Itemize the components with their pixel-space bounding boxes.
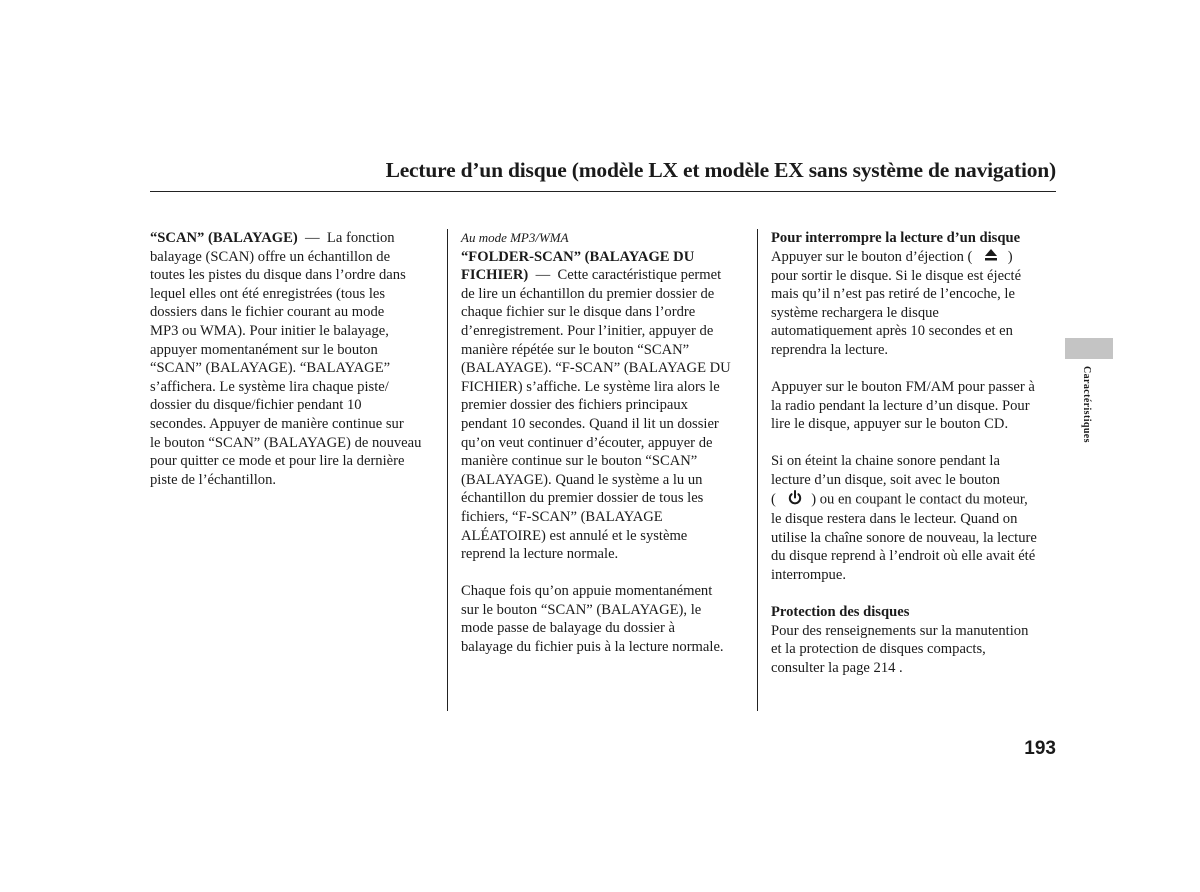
fmam-line: lire le disque, appuyer sur le bouton CD. bbox=[771, 416, 1009, 433]
folder-scan-line: premier dossier des fichiers principaux bbox=[461, 397, 688, 414]
power-line: du disque reprend à l’endroit où elle avait été bbox=[771, 548, 1036, 565]
scan-line: le bouton “SCAN” (BALAYAGE) de nouveau bbox=[150, 434, 422, 451]
scan-line: piste de l’échantillon. bbox=[150, 471, 277, 488]
eject-line bbox=[771, 248, 1061, 267]
cycle-line: mode passe de balayage du dossier à bbox=[461, 620, 675, 637]
folder-scan-line: pendant 10 secondes. Quand il lit un dossier bbox=[461, 415, 719, 432]
scan-line: toutes les pistes du disque dans l’ordre dans bbox=[150, 267, 406, 284]
protection-line: consulter la page 214 . bbox=[771, 660, 903, 677]
folder-scan-line: manière répétée sur le bouton “SCAN” bbox=[461, 341, 690, 358]
stop-line: système rechargera le disque bbox=[771, 304, 939, 321]
column-scan bbox=[150, 229, 435, 489]
folder-scan-line: d’enregistrement. Pour l’initier, appuyer de bbox=[461, 322, 714, 339]
scan-line: lequel elles ont été enregistrées (tous les bbox=[150, 285, 386, 302]
folder-scan-first-line bbox=[461, 266, 746, 285]
folder-scan-line: fichiers, “F-SCAN” (BALAYAGE bbox=[461, 508, 663, 525]
scan-line: secondes. Appuyer de manière continue sur bbox=[150, 415, 404, 432]
column-folder-scan bbox=[461, 229, 746, 657]
fmam-line: Appuyer sur le bouton FM/AM pour passer à bbox=[771, 379, 1035, 396]
page-title: Lecture d’un disque (modèle LX et modèle EX sans système de navigation) bbox=[385, 158, 1056, 182]
scan-line: s’affichera. Le système lira chaque piste/ bbox=[150, 378, 389, 395]
scan-first-line bbox=[150, 229, 435, 248]
power-line: le disque restera dans le lecteur. Quand on bbox=[771, 511, 1018, 528]
scan-line: pour quitter ce mode et pour lire la dernière bbox=[150, 453, 405, 470]
stop-line: reprendra la lecture. bbox=[771, 341, 889, 358]
scan-line: La fonction bbox=[326, 230, 395, 246]
folder-scan-line: Cette caractéristique permet bbox=[557, 267, 722, 284]
protection-line: Pour des renseignements sur la manutention bbox=[771, 622, 1029, 639]
power-line: Si on éteint la chaine sonore pendant la bbox=[771, 453, 1000, 470]
eject-icon bbox=[984, 248, 998, 267]
power-line: utilise la chaîne sonore de nouveau, la lecture bbox=[771, 529, 1037, 546]
scan-line: MP3 ou WMA). Pour initier le balayage, bbox=[150, 322, 389, 339]
section-side-label bbox=[1080, 366, 1092, 466]
title-rule bbox=[150, 191, 1056, 192]
cycle-line: Chaque fois qu’on appuie momentanément bbox=[461, 583, 713, 600]
scan-line: appuyer momentanément sur le bouton bbox=[150, 341, 378, 358]
folder-scan-line: FICHIER) s’affiche. Le système lira alors le bbox=[461, 378, 720, 395]
folder-scan-line: échantillon du premier dossier de tous les bbox=[461, 490, 704, 507]
spacer bbox=[771, 434, 1061, 453]
scan-dash: — bbox=[305, 230, 320, 246]
mode-label: Au mode MP3/WMA bbox=[461, 230, 569, 245]
scan-line: “SCAN” (BALAYAGE). “BALAYAGE” bbox=[150, 360, 391, 377]
folder-scan-line: chaque fichier sur le disque dans l’ordre bbox=[461, 304, 696, 321]
page-number: 193 bbox=[1024, 738, 1056, 759]
folder-scan-line: manière continue sur le bouton “SCAN” bbox=[461, 453, 698, 470]
power-paren: ( bbox=[771, 491, 776, 508]
power-icon bbox=[788, 490, 802, 511]
section-side-label-text: Caractéristiques bbox=[1081, 366, 1092, 443]
scan-line: balayage (SCAN) offre un échantillon de bbox=[150, 248, 391, 265]
folder-scan-dash: — bbox=[535, 267, 551, 284]
power-icon-line bbox=[771, 490, 1061, 511]
folder-scan-line: qu’on veut continuer d’écouter, appuyer de bbox=[461, 434, 713, 451]
stop-line: mais qu’il n’est pas retiré de l’encoche, le bbox=[771, 286, 1015, 303]
folder-scan-line: reprend la lecture normale. bbox=[461, 546, 619, 563]
eject-text-end: ) bbox=[1007, 248, 1013, 265]
eject-text: Appuyer sur le bouton d’éjection ( bbox=[771, 248, 973, 265]
spacer bbox=[771, 360, 1061, 379]
power-line: lecture d’un disque, soit avec le bouton bbox=[771, 472, 1000, 489]
power-line: interrompue. bbox=[771, 567, 846, 584]
folder-scan-line: (BALAYAGE). Quand le système a lu un bbox=[461, 471, 703, 488]
scan-line: dossier du disque/fichier pendant 10 bbox=[150, 397, 362, 414]
stop-line: pour sortir le disque. Si le disque est éjecté bbox=[771, 267, 1022, 284]
stop-heading: Pour interrompre la lecture d’un disque bbox=[771, 230, 1021, 246]
spacer bbox=[771, 585, 1061, 604]
folder-scan-heading: “FOLDER-SCAN” (BALAYAGE DU bbox=[461, 248, 695, 265]
fmam-line: la radio pendant la lecture d’un disque. Pour bbox=[771, 397, 1030, 414]
power-text: ) ou en coupant le contact du moteur, bbox=[811, 491, 1028, 508]
scan-line: dossiers dans le fichier courant au mode bbox=[150, 304, 385, 321]
cycle-line: balayage du fichier puis à la lecture normale. bbox=[461, 639, 724, 656]
column-divider bbox=[447, 229, 448, 711]
stop-line: automatiquement après 10 secondes et en bbox=[771, 323, 1013, 340]
section-tab bbox=[1065, 338, 1113, 359]
folder-scan-heading-cont: FICHIER) bbox=[461, 267, 529, 284]
cycle-line: sur le bouton “SCAN” (BALAYAGE), le bbox=[461, 601, 702, 618]
protection-heading: Protection des disques bbox=[771, 604, 910, 621]
folder-scan-line: (BALAYAGE). “F-SCAN” (BALAYAGE DU bbox=[461, 360, 731, 377]
column-divider bbox=[757, 229, 758, 711]
protection-line: et la protection de disques compacts, bbox=[771, 641, 986, 658]
spacer bbox=[461, 564, 746, 583]
column-stop-playback bbox=[771, 229, 1061, 678]
scan-heading: “SCAN” (BALAYAGE) bbox=[150, 230, 298, 246]
folder-scan-line: ALÉATOIRE) est annulé et le système bbox=[461, 527, 688, 544]
folder-scan-line: de lire un échantillon du premier dossier de bbox=[461, 285, 715, 302]
